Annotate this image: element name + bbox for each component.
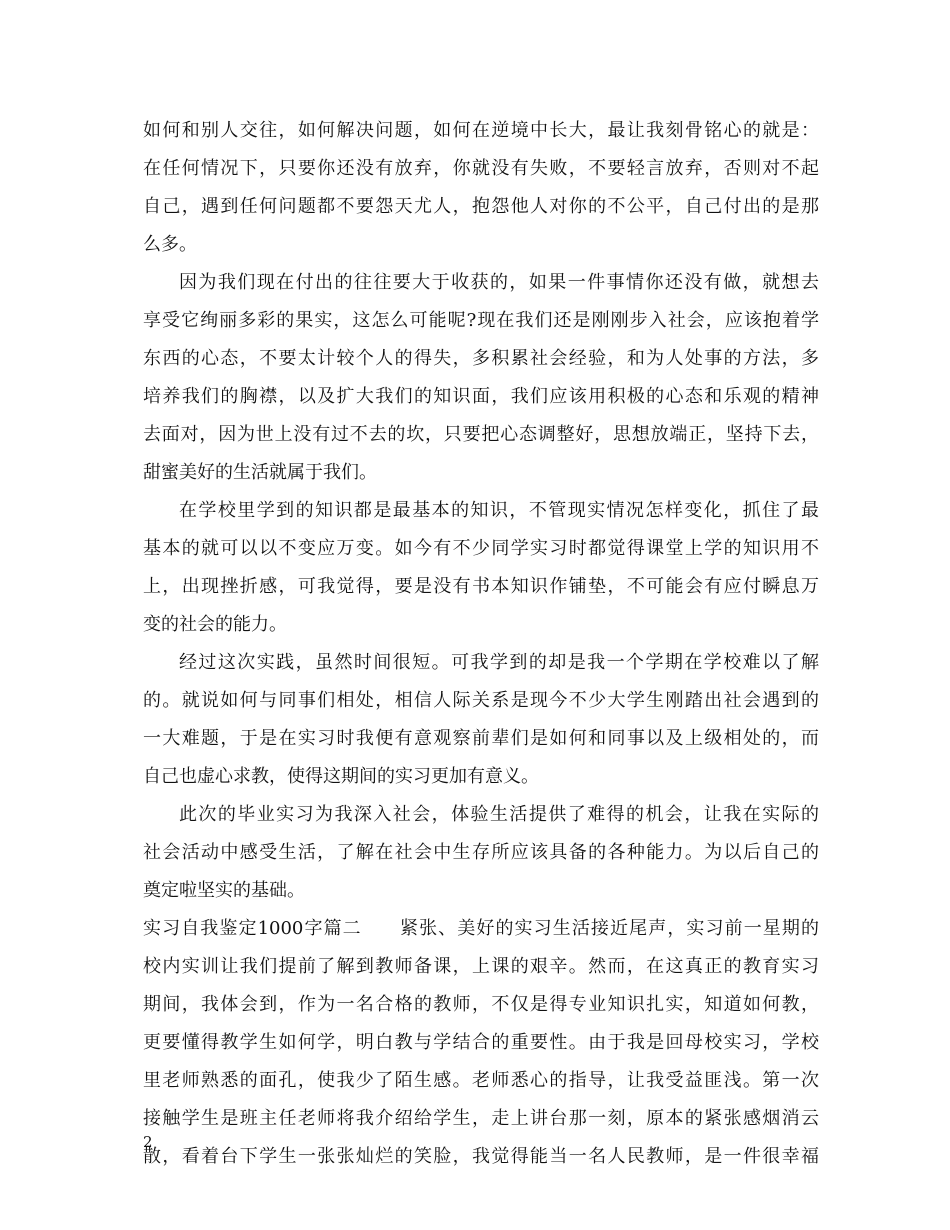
- paragraph-first-line: 此次的毕业实习为我深入社会，体验生活提供了难得的机会，让我在实际的: [179, 804, 819, 825]
- text-line: 里老师熟悉的面孔，使我少了陌生感。老师悉心的指导，让我受益匪浅。第一次: [143, 1070, 819, 1091]
- text-line: 更要懂得教学生如何学，明白教与学结合的重要性。由于我是回母校实习，学校: [143, 1032, 819, 1053]
- text-line: 东西的心态，不要太计较个人的得失，多积累社会经验，和为人处事的方法，多: [143, 348, 819, 369]
- text-line: 一大难题，于是在实习时我便有意观察前辈们是如何和同事以及上级相处的，而: [143, 728, 819, 749]
- text-line: 变的社会的能力。: [143, 614, 287, 635]
- text-line: 散，看着台下学生一张张灿烂的笑脸，我觉得能当一名人民教师，是一件很幸福: [143, 1146, 819, 1167]
- text-line: 社会活动中感受生活，了解在社会中生存所应该具备的各种能力。为以后自己的: [143, 842, 819, 863]
- paragraph-first-line: 在学校里学到的知识都是最基本的知识，不管现实情况怎样变化，抓住了最: [179, 500, 819, 521]
- text-line: 期间，我体会到，作为一名合格的教师，不仅是得专业知识扎实，知道如何教，: [143, 994, 819, 1015]
- text-line: 么多。: [143, 234, 197, 255]
- text-line: 去面对，因为世上没有过不去的坎，只要把心态调整好，思想放端正，坚持下去，: [143, 424, 819, 445]
- text-line: 甜蜜美好的生活就属于我们。: [143, 462, 377, 483]
- text-line: 自己也虚心求教，使得这期间的实习更加有意义。: [143, 766, 539, 787]
- text-line: 培养我们的胸襟，以及扩大我们的知识面，我们应该用积极的心态和乐观的精神: [143, 386, 819, 407]
- text-line: 上，出现挫折感，可我觉得，要是没有书本知识作铺垫，不可能会有应付瞬息万: [143, 576, 819, 597]
- paragraph-first-line: 经过这次实践，虽然时间很短。可我学到的却是我一个学期在学校难以了解: [179, 652, 819, 673]
- text-line: 的。就说如何与同事们相处，相信人际关系是现今不少大学生刚踏出社会遇到的: [143, 690, 819, 711]
- text-line: 奠定啦坚实的基础。: [143, 880, 305, 901]
- text-line: 自己，遇到任何问题都不要怨天尤人，抱怨他人对你的不公平，自己付出的是那: [143, 196, 819, 217]
- paragraph-first-line: 因为我们现在付出的往往要大于收获的，如果一件事情你还没有做，就想去: [179, 272, 819, 293]
- text-line: 享受它绚丽多彩的果实，这怎么可能呢?现在我们还是刚刚步入社会，应该抱着学: [143, 310, 819, 331]
- text-line: 基本的就可以以不变应万变。如今有不少同学实习时都觉得课堂上学的知识用不: [143, 538, 819, 559]
- text-line: 如何和别人交往，如何解决问题，如何在逆境中长大，最让我刻骨铭心的就是：: [143, 120, 819, 141]
- page-number: 2: [143, 1133, 153, 1151]
- text-line: 校内实训让我们提前了解到教师备课，上课的艰辛。然而，在这真正的教育实习: [143, 956, 819, 977]
- text-line: 在任何情况下，只要你还没有放弃，你就没有失败，不要轻言放弃，否则对不起: [143, 158, 819, 179]
- text-line: 接触学生是班主任老师将我介绍给学生，走上讲台那一刻，原本的紧张感烟消云: [143, 1108, 819, 1129]
- section-heading-line: 实习自我鉴定1000字篇二 紧张、美好的实习生活接近尾声，实习前一星期的: [143, 918, 819, 939]
